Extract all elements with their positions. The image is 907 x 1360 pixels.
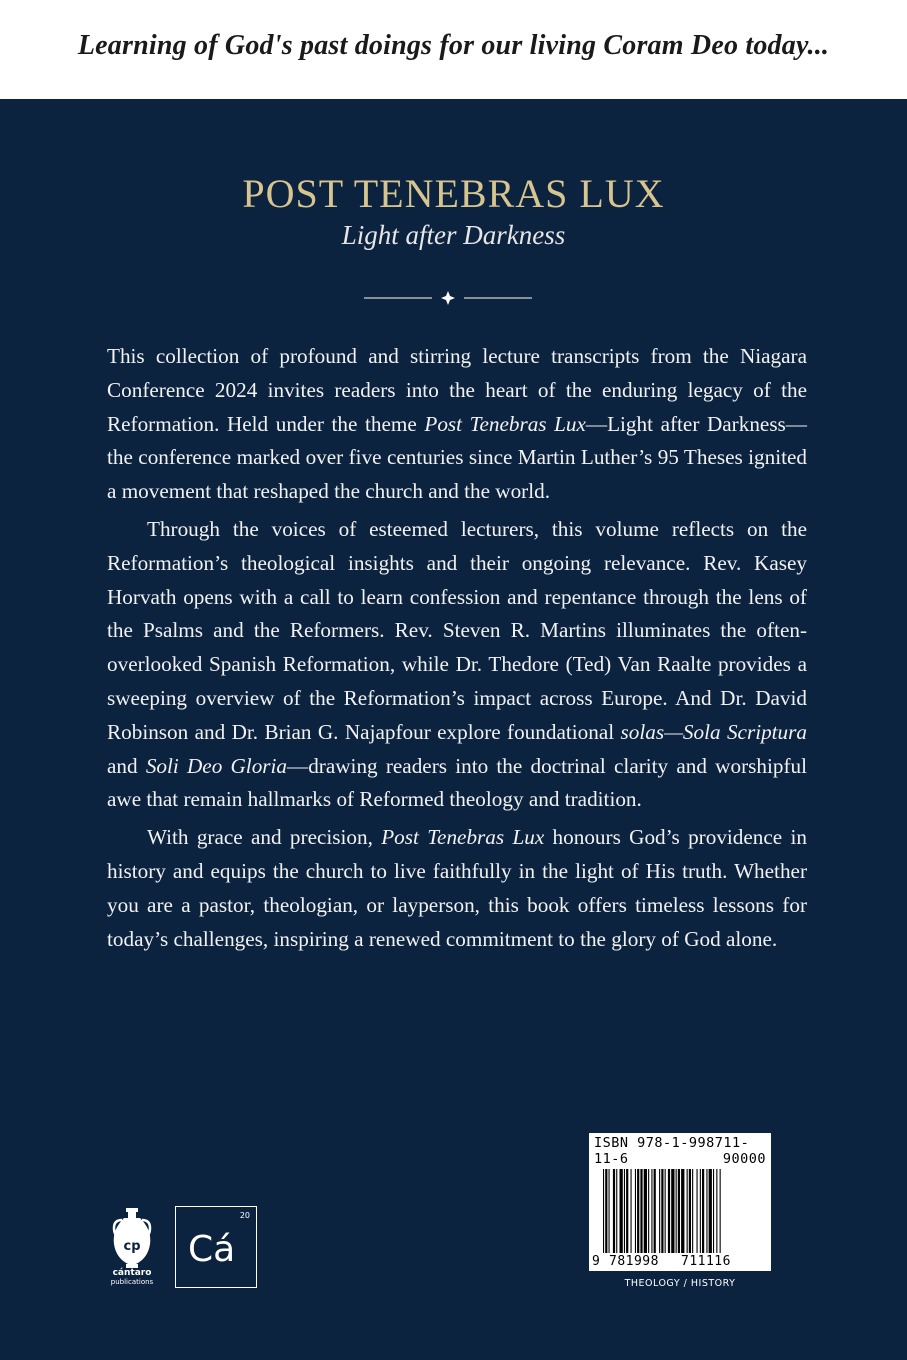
tagline: Learning of God's past doings for our living Coram Deo today... — [77, 30, 830, 61]
book-category: THEOLOGY / HISTORY — [624, 1278, 736, 1289]
blurb-paragraph-2: Through the voices of esteemed lecturers, this volume reflects on the Reformation’s theological insights and their ongoing relevance. Rev. Kasey Horvath opens with a call to learn confession and repentance through the lens of the Psalms and the Reformers. Rev. Steven R. Martins illuminates the often-overlooked Spanish Reformation, while Dr. Thedore (Ted) Van Raalte provides a sweeping overview of the Reformation’s impact across Europe. And Dr. David Robinson and Dr. Brian G. Najapfour explore foundational solas—Sola Scriptura and Soli Deo Gloria—drawing readers into the doctrinal clarity and worshipful awe that remain hallmarks of Reformed theology and tradition. — [107, 516, 807, 812]
isbn-barcode: ISBN 978-1-998711-11-6 90000 9 781998 711116 — [589, 1133, 771, 1271]
book-subtitle: Light after Darkness — [341, 220, 566, 250]
back-cover-blurb — [107, 340, 807, 956]
book-title: POST TENEBRAS LUX — [242, 171, 665, 216]
isbn-label: ISBN 978-1-998711-11-6 — [594, 1135, 750, 1167]
svg-text:cp: cp — [123, 1239, 141, 1254]
blurb-paragraph-3: With grace and precision, Post Tenebras Lux honours God’s providence in history and equips the church to live faithfully in the light of His truth. Whether you are a pastor, theologian, or layperson, this book offers timeless lessons for today’s challenges, inspiring a renewed commitment to the glory of God alone. — [107, 825, 808, 951]
element-tile-logo — [175, 1206, 257, 1288]
element-symbol: Cá — [188, 1229, 236, 1270]
element-number: 20 — [239, 1211, 250, 1220]
blurb-paragraph-1: This collection of profound and stirring lecture transcripts from the Niagara Conference 2024 invites readers into the heart of the enduring legacy of the Reformation. Held under the theme Post Tenebras Lux—Light after Darkness—the conference marked over five centuries since Martin Luther’s 95 Theses ignited a movement that reshaped the church and the world. — [107, 344, 807, 504]
ornament-divider-icon — [362, 288, 534, 308]
price-code: 90000 — [722, 1151, 766, 1167]
publisher-name: cántaro — [112, 1268, 152, 1278]
publisher-subtitle: publications — [110, 1278, 154, 1286]
